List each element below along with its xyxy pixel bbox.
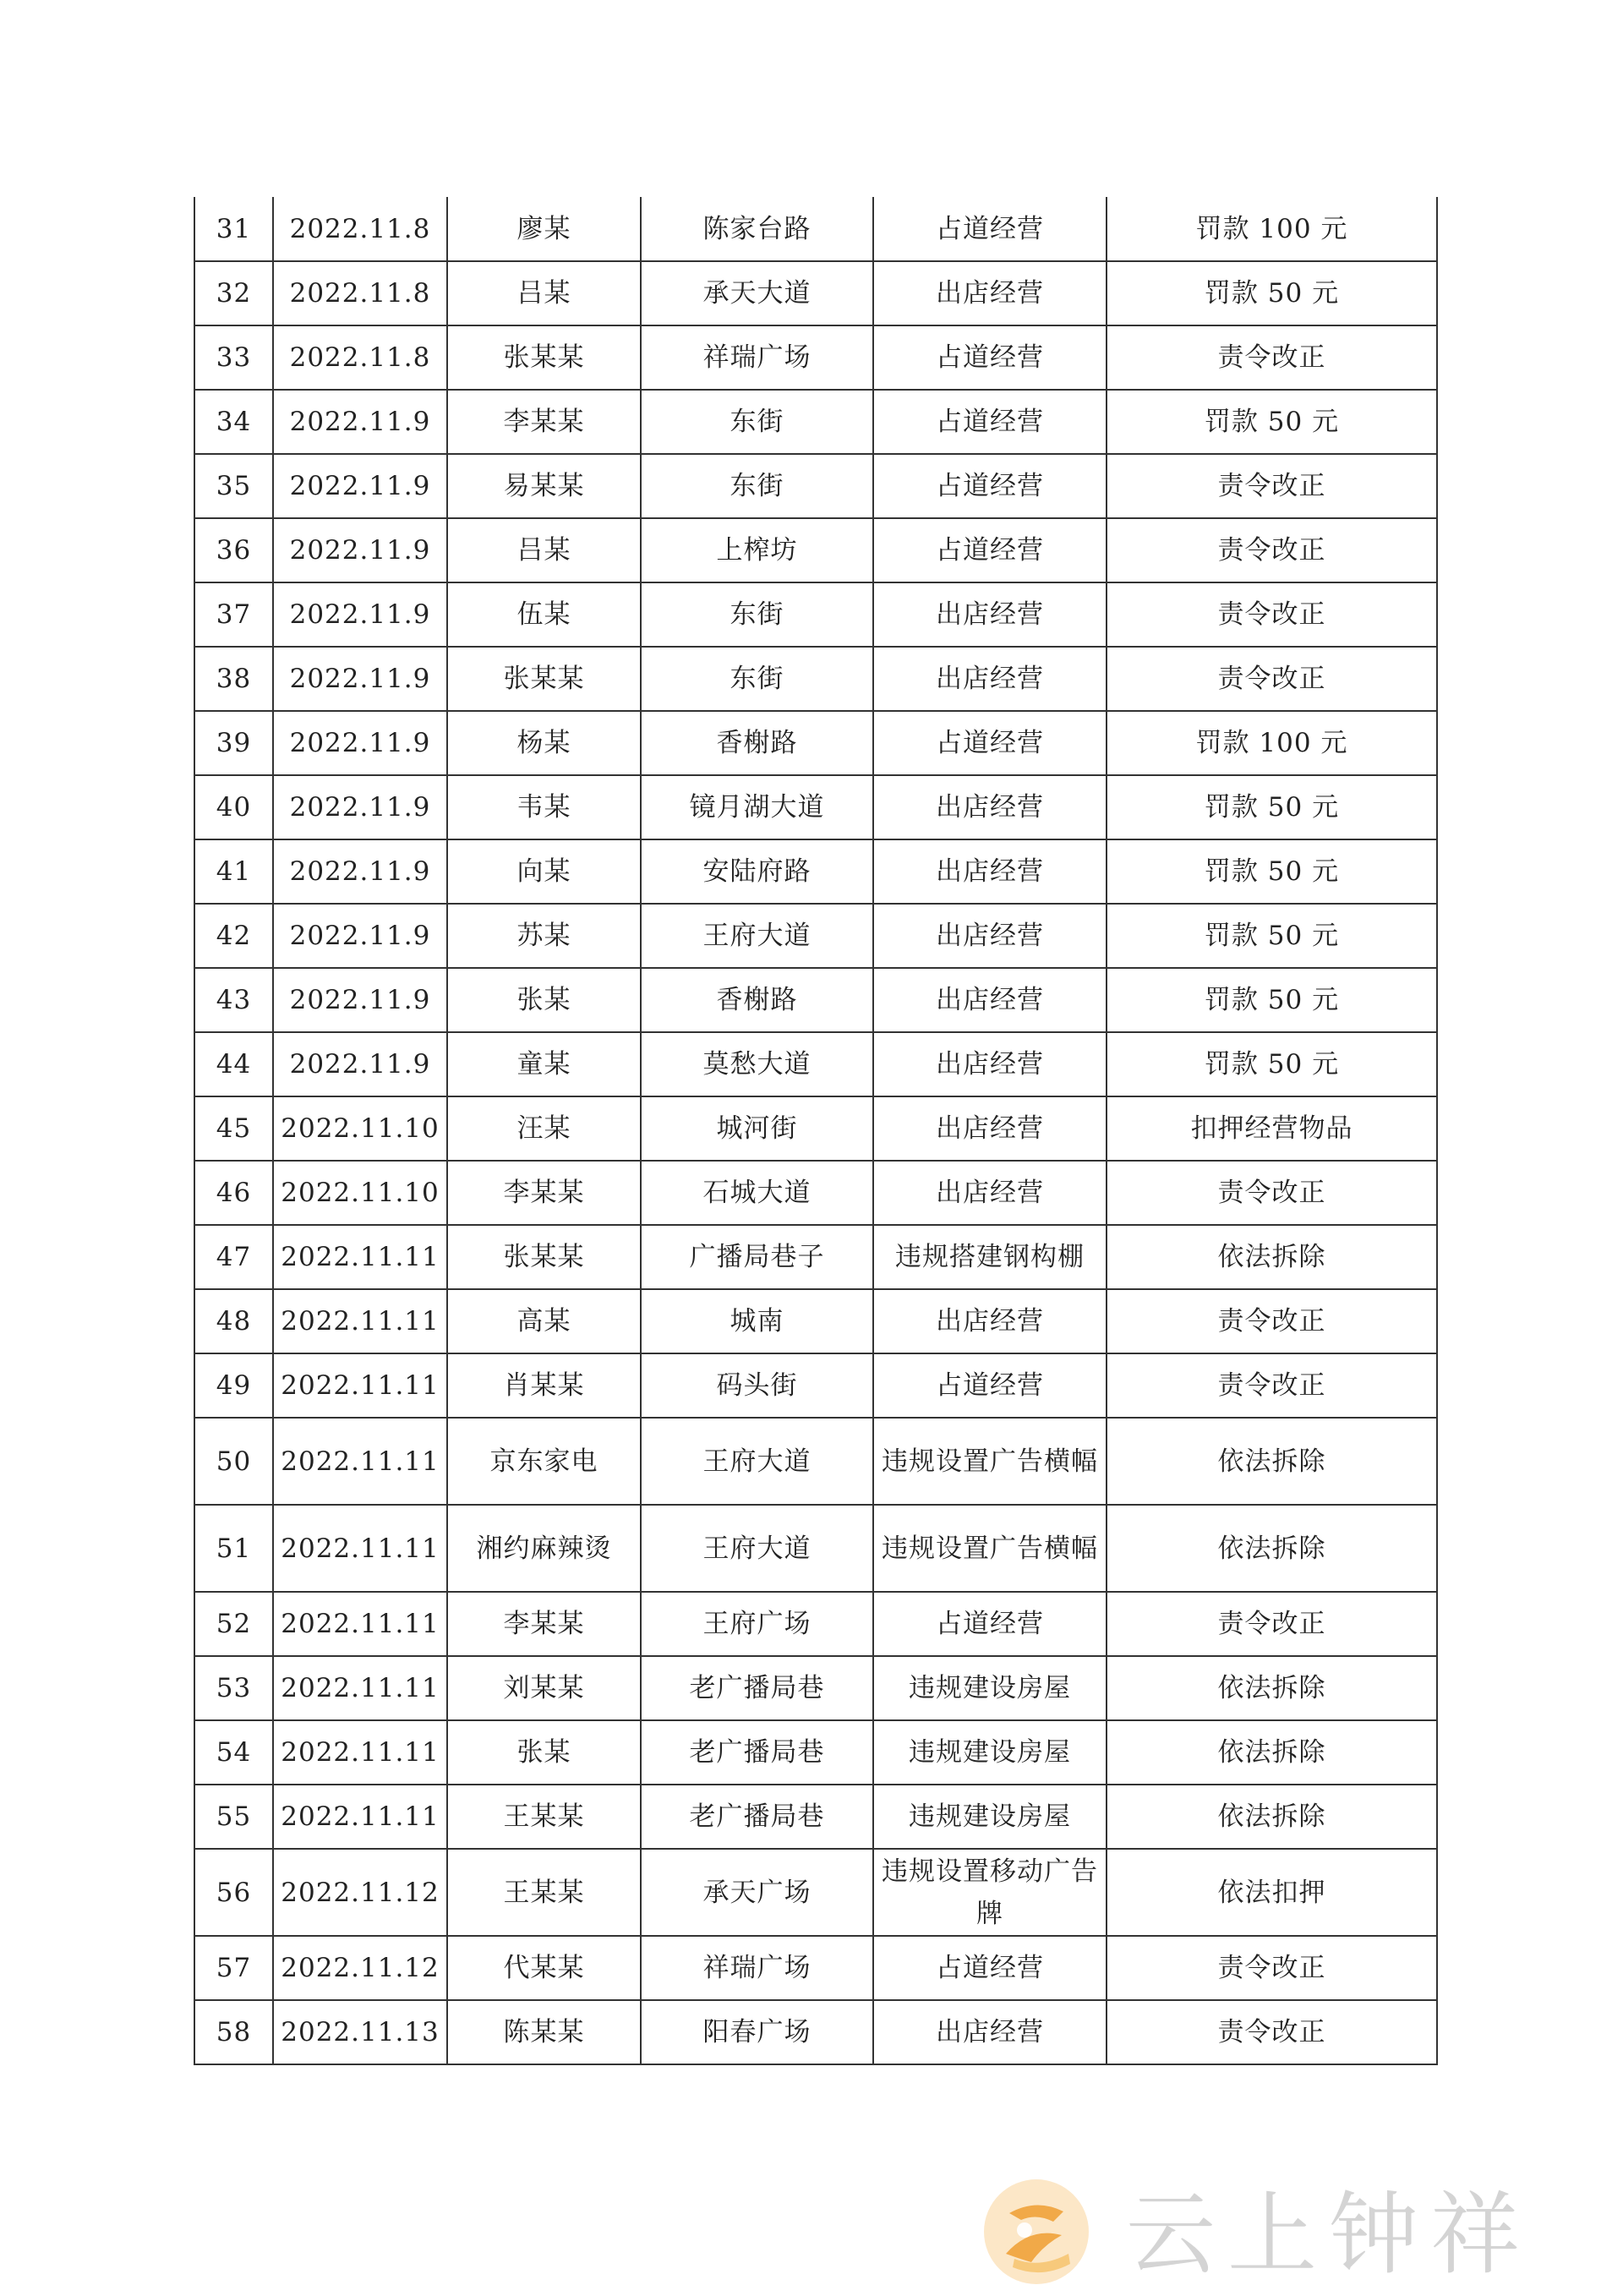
cell-violation: 占道经营 [873, 711, 1107, 775]
cell-name: 京东家电 [447, 1418, 641, 1505]
cell-violation: 占道经营 [873, 325, 1107, 390]
cell-location: 祥瑞广场 [641, 325, 873, 390]
yunshang-zhongxiang-logo-icon [981, 2176, 1092, 2288]
cell-result: 依法扣押 [1107, 1849, 1437, 1936]
cell-name: 代某某 [447, 1936, 641, 2000]
cell-location: 莫愁大道 [641, 1032, 873, 1096]
cell-result: 依法拆除 [1107, 1720, 1437, 1785]
table-row [194, 2000, 1437, 2064]
cell-date: 2022.11.11 [273, 1225, 447, 1289]
cell-date: 2022.11.11 [273, 1505, 447, 1592]
cell-result: 责令改正 [1107, 647, 1437, 711]
cell-violation: 占道经营 [873, 1592, 1107, 1656]
cell-name: 向某 [447, 839, 641, 904]
cell-number: 47 [194, 1225, 273, 1289]
cell-location: 上榨坊 [641, 518, 873, 582]
cell-result: 罚款 50 元 [1107, 261, 1437, 325]
cell-violation: 违规搭建钢构棚 [873, 1225, 1107, 1289]
cell-date: 2022.11.11 [273, 1353, 447, 1418]
table-row [194, 1096, 1437, 1161]
cell-violation: 违规设置移动广告牌 [873, 1849, 1107, 1936]
cell-name: 易某某 [447, 454, 641, 518]
table-row [194, 390, 1437, 454]
table-row [194, 839, 1437, 904]
cell-result: 罚款 100 元 [1107, 197, 1437, 261]
cell-number: 34 [194, 390, 273, 454]
cell-name: 王某某 [447, 1849, 641, 1936]
cell-location: 东街 [641, 390, 873, 454]
cell-date: 2022.11.10 [273, 1096, 447, 1161]
cell-number: 48 [194, 1289, 273, 1353]
cell-date: 2022.11.13 [273, 2000, 447, 2064]
cell-location: 东街 [641, 454, 873, 518]
cell-location: 石城大道 [641, 1161, 873, 1225]
cell-number: 57 [194, 1936, 273, 2000]
cell-name: 杨某 [447, 711, 641, 775]
cell-violation: 出店经营 [873, 261, 1107, 325]
table-row [194, 968, 1437, 1032]
table-row [194, 1592, 1437, 1656]
cell-location: 香榭路 [641, 968, 873, 1032]
table-row [194, 1418, 1437, 1505]
cell-location: 广播局巷子 [641, 1225, 873, 1289]
cell-result: 依法拆除 [1107, 1505, 1437, 1592]
cell-name: 李某某 [447, 1161, 641, 1225]
cell-number: 33 [194, 325, 273, 390]
cell-name: 李某某 [447, 390, 641, 454]
cell-name: 陈某某 [447, 2000, 641, 2064]
cell-name: 张某某 [447, 1225, 641, 1289]
table-row [194, 582, 1437, 647]
table-row [194, 1289, 1437, 1353]
cell-violation: 出店经营 [873, 1161, 1107, 1225]
cell-date: 2022.11.11 [273, 1720, 447, 1785]
cell-date: 2022.11.11 [273, 1418, 447, 1505]
cell-name: 张某某 [447, 325, 641, 390]
cell-location: 老广播局巷 [641, 1656, 873, 1720]
table-row [194, 261, 1437, 325]
cell-name: 吕某 [447, 261, 641, 325]
cell-date: 2022.11.8 [273, 261, 447, 325]
cell-result: 责令改正 [1107, 1161, 1437, 1225]
cell-name: 湘约麻辣烫 [447, 1505, 641, 1592]
cell-name: 张某某 [447, 647, 641, 711]
cell-location: 城南 [641, 1289, 873, 1353]
cell-number: 54 [194, 1720, 273, 1785]
cell-date: 2022.11.9 [273, 390, 447, 454]
cell-date: 2022.11.9 [273, 1032, 447, 1096]
cell-number: 52 [194, 1592, 273, 1656]
table-row [194, 1936, 1437, 2000]
cell-result: 责令改正 [1107, 2000, 1437, 2064]
cell-name: 张某 [447, 968, 641, 1032]
cell-date: 2022.11.9 [273, 518, 447, 582]
cell-violation: 出店经营 [873, 1096, 1107, 1161]
enforcement-records-table [194, 197, 1438, 2065]
table-row [194, 904, 1437, 968]
cell-date: 2022.11.11 [273, 1592, 447, 1656]
cell-name: 韦某 [447, 775, 641, 839]
cell-number: 39 [194, 711, 273, 775]
watermark [981, 2173, 1623, 2296]
cell-violation: 违规建设房屋 [873, 1720, 1107, 1785]
cell-number: 35 [194, 454, 273, 518]
cell-result: 责令改正 [1107, 1289, 1437, 1353]
cell-date: 2022.11.12 [273, 1936, 447, 2000]
cell-result: 依法拆除 [1107, 1656, 1437, 1720]
cell-violation: 出店经营 [873, 1289, 1107, 1353]
cell-violation: 出店经营 [873, 968, 1107, 1032]
cell-result: 罚款 50 元 [1107, 390, 1437, 454]
cell-location: 王府广场 [641, 1592, 873, 1656]
cell-name: 高某 [447, 1289, 641, 1353]
cell-violation: 出店经营 [873, 647, 1107, 711]
cell-number: 40 [194, 775, 273, 839]
cell-violation: 占道经营 [873, 390, 1107, 454]
table-row [194, 1032, 1437, 1096]
cell-result: 罚款 50 元 [1107, 968, 1437, 1032]
table-row [194, 1161, 1437, 1225]
cell-violation: 占道经营 [873, 454, 1107, 518]
cell-number: 50 [194, 1418, 273, 1505]
table-row [194, 1505, 1437, 1592]
cell-location: 老广播局巷 [641, 1785, 873, 1849]
cell-date: 2022.11.9 [273, 711, 447, 775]
cell-location: 王府大道 [641, 1418, 873, 1505]
cell-name: 苏某 [447, 904, 641, 968]
cell-violation: 出店经营 [873, 839, 1107, 904]
cell-violation: 出店经营 [873, 582, 1107, 647]
table-row [194, 197, 1437, 261]
cell-violation: 出店经营 [873, 1032, 1107, 1096]
table-row [194, 454, 1437, 518]
cell-result: 扣押经营物品 [1107, 1096, 1437, 1161]
cell-violation: 出店经营 [873, 775, 1107, 839]
cell-date: 2022.11.9 [273, 968, 447, 1032]
cell-result: 罚款 100 元 [1107, 711, 1437, 775]
cell-number: 44 [194, 1032, 273, 1096]
table-row [194, 711, 1437, 775]
cell-number: 37 [194, 582, 273, 647]
cell-date: 2022.11.10 [273, 1161, 447, 1225]
cell-location: 王府大道 [641, 904, 873, 968]
cell-result: 责令改正 [1107, 1592, 1437, 1656]
cell-date: 2022.11.11 [273, 1785, 447, 1849]
cell-violation: 占道经营 [873, 1936, 1107, 2000]
cell-location: 码头街 [641, 1353, 873, 1418]
cell-result: 罚款 50 元 [1107, 775, 1437, 839]
cell-number: 49 [194, 1353, 273, 1418]
cell-location: 东街 [641, 647, 873, 711]
cell-violation: 违规设置广告横幅 [873, 1505, 1107, 1592]
cell-number: 58 [194, 2000, 273, 2064]
cell-number: 53 [194, 1656, 273, 1720]
cell-result: 依法拆除 [1107, 1785, 1437, 1849]
cell-violation: 出店经营 [873, 2000, 1107, 2064]
cell-number: 55 [194, 1785, 273, 1849]
cell-date: 2022.11.9 [273, 582, 447, 647]
cell-number: 42 [194, 904, 273, 968]
cell-result: 依法拆除 [1107, 1225, 1437, 1289]
cell-number: 46 [194, 1161, 273, 1225]
cell-location: 承天大道 [641, 261, 873, 325]
cell-location: 祥瑞广场 [641, 1936, 873, 2000]
cell-number: 36 [194, 518, 273, 582]
cell-date: 2022.11.9 [273, 904, 447, 968]
cell-number: 38 [194, 647, 273, 711]
cell-result: 依法拆除 [1107, 1418, 1437, 1505]
cell-date: 2022.11.12 [273, 1849, 447, 1936]
cell-result: 责令改正 [1107, 1936, 1437, 2000]
cell-name: 张某 [447, 1720, 641, 1785]
watermark-text: 云上钟祥 [1126, 2183, 1532, 2287]
cell-number: 43 [194, 968, 273, 1032]
cell-name: 童某 [447, 1032, 641, 1096]
cell-name: 伍某 [447, 582, 641, 647]
cell-location: 东街 [641, 582, 873, 647]
table-row [194, 647, 1437, 711]
cell-result: 责令改正 [1107, 454, 1437, 518]
table-row [194, 1849, 1437, 1936]
cell-date: 2022.11.8 [273, 325, 447, 390]
cell-name: 刘某某 [447, 1656, 641, 1720]
cell-number: 56 [194, 1849, 273, 1936]
cell-result: 罚款 50 元 [1107, 839, 1437, 904]
cell-name: 肖某某 [447, 1353, 641, 1418]
cell-number: 31 [194, 197, 273, 261]
cell-number: 32 [194, 261, 273, 325]
cell-location: 承天广场 [641, 1849, 873, 1936]
cell-date: 2022.11.9 [273, 647, 447, 711]
cell-date: 2022.11.11 [273, 1656, 447, 1720]
cell-result: 责令改正 [1107, 582, 1437, 647]
table-row [194, 325, 1437, 390]
table-row [194, 1720, 1437, 1785]
cell-location: 阳春广场 [641, 2000, 873, 2064]
cell-location: 城河街 [641, 1096, 873, 1161]
table-row [194, 518, 1437, 582]
cell-date: 2022.11.11 [273, 1289, 447, 1353]
table-row [194, 1656, 1437, 1720]
cell-name: 王某某 [447, 1785, 641, 1849]
cell-name: 汪某 [447, 1096, 641, 1161]
table-row [194, 1785, 1437, 1849]
cell-result: 责令改正 [1107, 1353, 1437, 1418]
cell-number: 51 [194, 1505, 273, 1592]
table-body [194, 197, 1437, 2064]
cell-location: 香榭路 [641, 711, 873, 775]
cell-date: 2022.11.9 [273, 454, 447, 518]
cell-violation: 出店经营 [873, 904, 1107, 968]
cell-name: 廖某 [447, 197, 641, 261]
table-row [194, 1353, 1437, 1418]
cell-date: 2022.11.9 [273, 775, 447, 839]
cell-violation: 占道经营 [873, 197, 1107, 261]
cell-violation: 违规建设房屋 [873, 1656, 1107, 1720]
cell-date: 2022.11.8 [273, 197, 447, 261]
cell-name: 吕某 [447, 518, 641, 582]
cell-violation: 占道经营 [873, 518, 1107, 582]
cell-location: 安陆府路 [641, 839, 873, 904]
cell-result: 责令改正 [1107, 325, 1437, 390]
cell-violation: 违规设置广告横幅 [873, 1418, 1107, 1505]
cell-location: 镜月湖大道 [641, 775, 873, 839]
cell-date: 2022.11.9 [273, 839, 447, 904]
cell-result: 罚款 50 元 [1107, 1032, 1437, 1096]
cell-result: 罚款 50 元 [1107, 904, 1437, 968]
cell-result: 责令改正 [1107, 518, 1437, 582]
table-row [194, 775, 1437, 839]
cell-location: 老广播局巷 [641, 1720, 873, 1785]
cell-name: 李某某 [447, 1592, 641, 1656]
cell-violation: 占道经营 [873, 1353, 1107, 1418]
cell-violation: 违规建设房屋 [873, 1785, 1107, 1849]
cell-location: 陈家台路 [641, 197, 873, 261]
cell-number: 41 [194, 839, 273, 904]
cell-number: 45 [194, 1096, 273, 1161]
cell-location: 王府大道 [641, 1505, 873, 1592]
table-row [194, 1225, 1437, 1289]
